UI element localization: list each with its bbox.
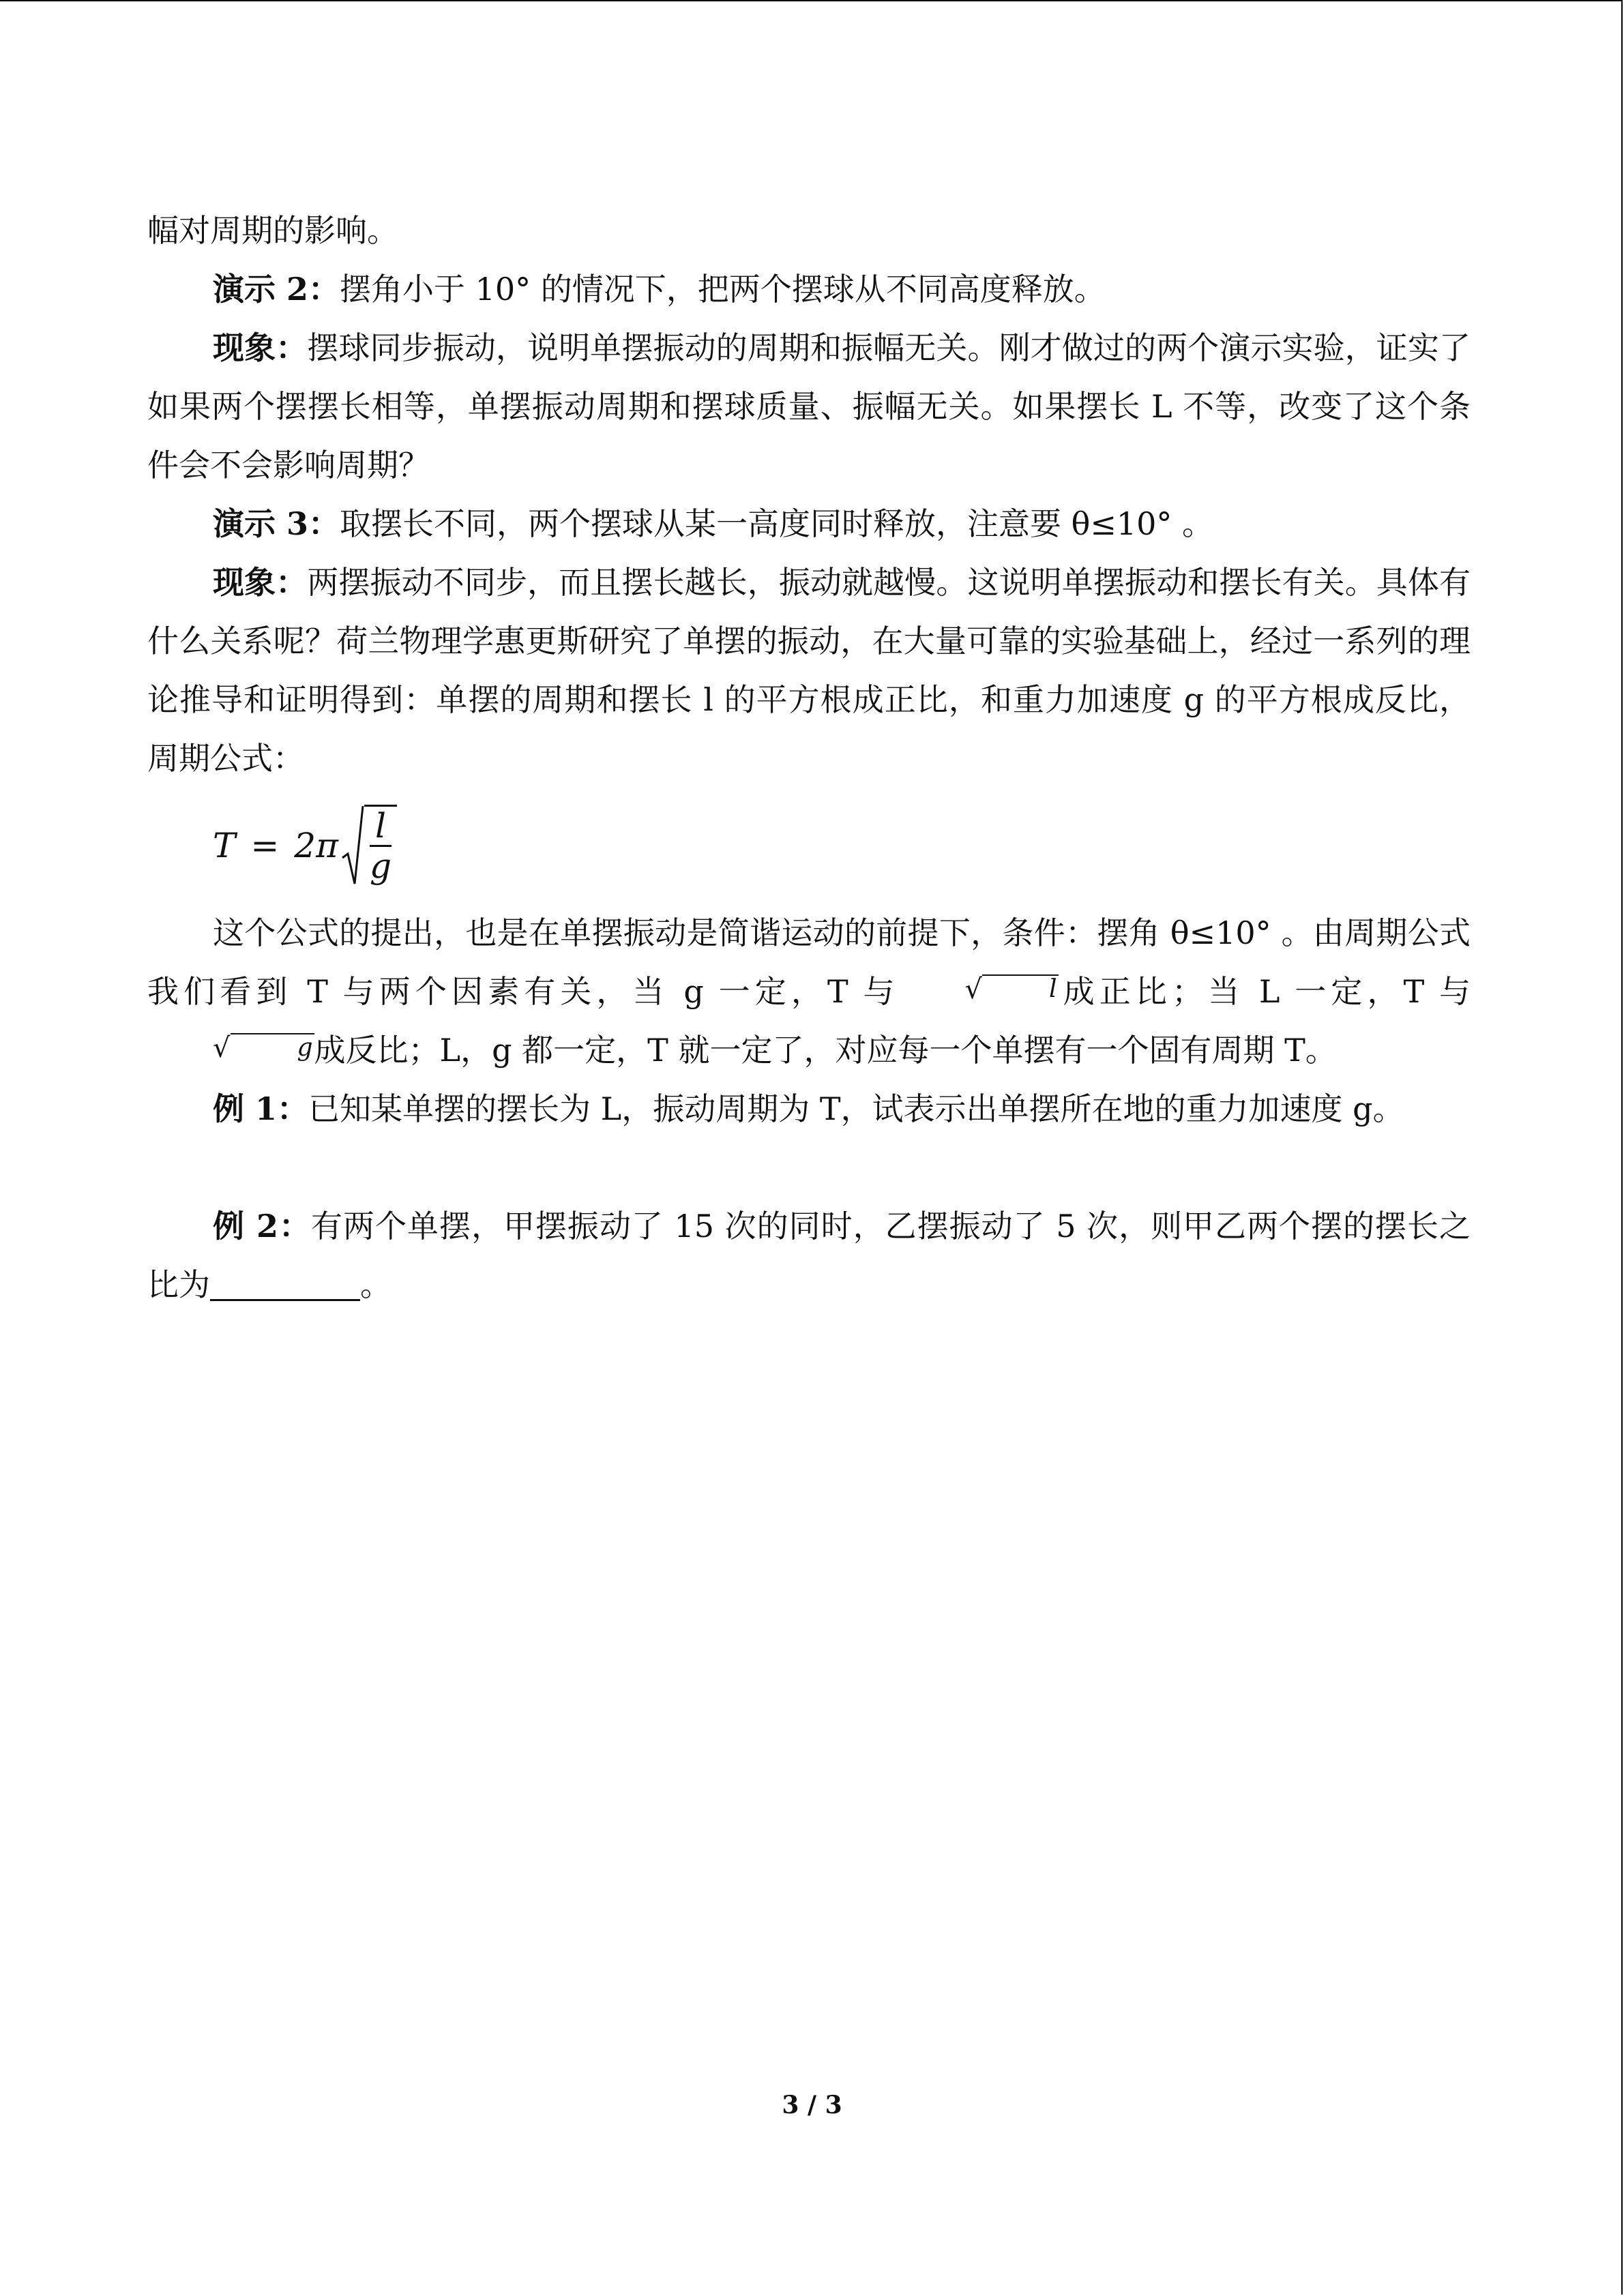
spacer [147, 1138, 1471, 1197]
formula-fraction [364, 805, 397, 886]
example-2-text: 有两个单摆，甲摆振动了 15 次的同时，乙摆振动了 5 次，则甲乙两个摆的摆长之比为 [147, 1208, 1471, 1303]
example-2-end: 。 [360, 1266, 392, 1303]
demo-3-label: 演示 3： [213, 505, 340, 542]
formula-lhs: T [213, 826, 236, 865]
demo-2-text: 摆角小于 10° 的情况下，把两个摆球从不同高度释放。 [340, 271, 1106, 308]
inline-sqrt-g [147, 1033, 314, 1062]
period-formula [147, 788, 1471, 904]
formula-denominator: g [369, 846, 392, 886]
explanation-text-a: 这个公式的提出，也是在单摆振动是简谐运动的前提下，条件：摆角 θ≤10° 。由周期公式我们看到 T 与两个因素有关，当 g 一定，T 与 [147, 914, 1471, 1010]
paragraph-demo-2 [147, 260, 1471, 318]
phenomenon-2-label: 现象： [213, 564, 308, 601]
sqrt-l-radicand: l [982, 974, 1059, 1003]
explanation-text-c: 成反比；L，g 都一定，T 就一定了，对应每一个单摆有一个固有周期 T。 [314, 1032, 1337, 1069]
page-number: 3 / 3 [782, 2091, 842, 2119]
formula-equals: = [250, 826, 280, 865]
explanation-text-b: 成正比；当 L 一定，T 与 [1058, 973, 1471, 1010]
sqrt-g-radicand: g [231, 1033, 314, 1062]
example-1-text: 已知某单摆的摆长为 L，振动周期为 T，试表示出单摆所在地的重力加速度 g。 [308, 1090, 1404, 1127]
paragraph-example-2 [147, 1197, 1471, 1314]
formula-numerator: l [374, 806, 386, 846]
demo-2-label: 演示 2： [213, 271, 340, 308]
inline-sqrt-l [899, 974, 1058, 1003]
formula-coefficient: 2π [294, 826, 338, 865]
document-body [147, 201, 1471, 1314]
paragraph-phenomenon-1 [147, 318, 1471, 494]
answer-blank[interactable] [210, 1265, 360, 1301]
phenomenon-1-text: 摆球同步振动，说明单摆振动的周期和振幅无关。刚才做过的两个演示实验，证实了如果两个摆摆长相等，单摆振动周期和摆球质量、振幅无关。如果摆长 L 不等，改变了这个条件会不会影响周期？ [147, 329, 1471, 483]
radical-icon: √ [213, 1032, 231, 1064]
radical-sign-icon [341, 805, 364, 886]
paragraph-formula-explanation [147, 904, 1471, 1079]
phenomenon-2-text: 两摆振动不同步，而且摆长越长，振动就越慢。这说明单摆振动和摆长有关。具体有什么关系呢？荷兰物理学惠更斯研究了单摆的振动，在大量可靠的实验基础上，经过一系列的理论推导和证明得到：单摆的周期和摆长 l 的平方根成正比，和重力加速度 g 的平方根成反比，周期公式： [147, 564, 1471, 777]
paragraph-demo-3 [147, 494, 1471, 553]
paragraph-text: 幅对周期的影响。 [147, 212, 398, 249]
paragraph-continuation [147, 201, 1471, 260]
phenomenon-1-label: 现象： [213, 329, 308, 366]
radical-icon: √ [964, 974, 982, 1005]
paragraph-example-1 [147, 1079, 1471, 1138]
demo-3-text: 取摆长不同，两个摆球从某一高度同时释放，注意要 θ≤10° 。 [340, 505, 1214, 542]
formula-square-root [341, 805, 397, 886]
example-2-label: 例 2： [213, 1208, 311, 1244]
paragraph-phenomenon-2 [147, 553, 1471, 788]
example-1-label: 例 1： [213, 1090, 309, 1127]
